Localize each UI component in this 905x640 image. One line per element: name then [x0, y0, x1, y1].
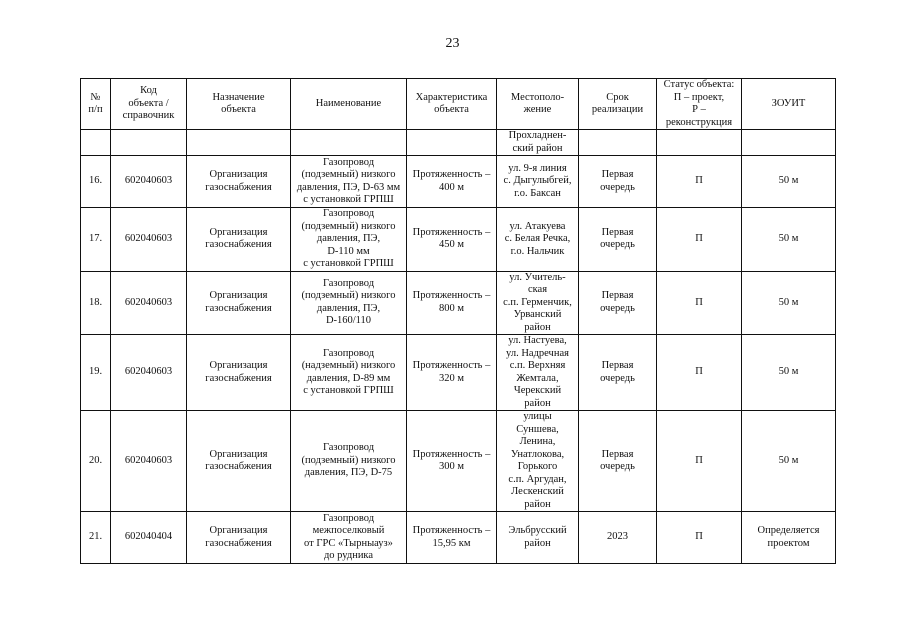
- cell-number: [81, 130, 111, 156]
- cell-location: ул. Учитель- ская с.п. Герменчик, Урванский район: [497, 271, 579, 335]
- cell-object-code: [111, 130, 187, 156]
- cell-status: [657, 130, 742, 156]
- table-row: [81, 208, 836, 272]
- cell-location: Эльбрусский район: [497, 512, 579, 564]
- cell-zouit: 50 м: [742, 411, 836, 512]
- header-name: Наименование: [291, 79, 407, 130]
- cell-location: ул. Атакуева с. Белая Речка, г.о. Нальчик: [497, 208, 579, 272]
- table-row: [81, 512, 836, 564]
- header-characteristic: Характеристика объекта: [407, 79, 497, 130]
- cell-purpose: Организация газоснабжения: [187, 271, 291, 335]
- cell-object-code: 602040603: [111, 271, 187, 335]
- cell-status: П: [657, 156, 742, 208]
- header-number: № п/п: [81, 79, 111, 130]
- cell-term: Первая очередь: [579, 271, 657, 335]
- cell-purpose: Организация газоснабжения: [187, 156, 291, 208]
- cell-zouit: 50 м: [742, 156, 836, 208]
- cell-name: Газопровод (подземный) низкого давления, ПЭ, D-75: [291, 411, 407, 512]
- cell-term: Первая очередь: [579, 411, 657, 512]
- header-purpose: Назначение объекта: [187, 79, 291, 130]
- cell-purpose: Организация газоснабжения: [187, 512, 291, 564]
- cell-number: 21.: [81, 512, 111, 564]
- table-row: [81, 411, 836, 512]
- cell-characteristic: Протяженность – 300 м: [407, 411, 497, 512]
- header-term: Срок реализации: [579, 79, 657, 130]
- table-header-row: [81, 79, 836, 130]
- cell-characteristic: Протяженность – 15,95 км: [407, 512, 497, 564]
- cell-characteristic: Протяженность – 450 м: [407, 208, 497, 272]
- cell-term: Первая очередь: [579, 156, 657, 208]
- header-zouit: ЗОУИТ: [742, 79, 836, 130]
- cell-characteristic: [407, 130, 497, 156]
- cell-object-code: 602040603: [111, 335, 187, 411]
- cell-name: Газопровод (подземный) низкого давления, ПЭ, D-160/110: [291, 271, 407, 335]
- continuation-row: [81, 130, 836, 156]
- table-row: [81, 156, 836, 208]
- cell-purpose: Организация газоснабжения: [187, 335, 291, 411]
- cell-term: 2023: [579, 512, 657, 564]
- cell-name: [291, 130, 407, 156]
- cell-number: 16.: [81, 156, 111, 208]
- table-row: [81, 271, 836, 335]
- cell-status: П: [657, 512, 742, 564]
- cell-status: П: [657, 208, 742, 272]
- table-row: [81, 335, 836, 411]
- cell-name: Газопровод (надземный) низкого давления, D-89 мм с установкой ГРПШ: [291, 335, 407, 411]
- cell-name: Газопровод (подземный) низкого давления, ПЭ, D-63 мм с установкой ГРПШ: [291, 156, 407, 208]
- cell-name: Газопровод (подземный) низкого давления, ПЭ, D-110 мм с установкой ГРПШ: [291, 208, 407, 272]
- cell-purpose: Организация газоснабжения: [187, 411, 291, 512]
- cell-number: 18.: [81, 271, 111, 335]
- cell-status: П: [657, 271, 742, 335]
- cell-object-code: 602040603: [111, 411, 187, 512]
- cell-term: [579, 130, 657, 156]
- cell-number: 19.: [81, 335, 111, 411]
- cell-number: 20.: [81, 411, 111, 512]
- page-number: 23: [445, 36, 460, 51]
- cell-characteristic: Протяженность – 400 м: [407, 156, 497, 208]
- cell-object-code: 602040404: [111, 512, 187, 564]
- header-object-code: Код объекта / справочник: [111, 79, 187, 130]
- header-location: Местополо- жение: [497, 79, 579, 130]
- cell-purpose: Организация газоснабжения: [187, 208, 291, 272]
- cell-number: 17.: [81, 208, 111, 272]
- objects-table: [80, 78, 836, 564]
- cell-characteristic: Протяженность – 320 м: [407, 335, 497, 411]
- cell-zouit: 50 м: [742, 335, 836, 411]
- header-status: Статус объекта: П – проект, Р – реконструкция: [657, 79, 742, 130]
- cell-zouit: 50 м: [742, 271, 836, 335]
- cell-location: ул. 9-я линия с. Дыгулыбгей, г.о. Баксан: [497, 156, 579, 208]
- cell-object-code: 602040603: [111, 156, 187, 208]
- cell-location: Прохладнен- ский район: [497, 130, 579, 156]
- cell-status: П: [657, 411, 742, 512]
- cell-purpose: [187, 130, 291, 156]
- cell-zouit: [742, 130, 836, 156]
- cell-name: Газопровод межпоселковый от ГРС «Тырныауз» до рудника: [291, 512, 407, 564]
- cell-zouit: 50 м: [742, 208, 836, 272]
- cell-term: Первая очередь: [579, 335, 657, 411]
- cell-characteristic: Протяженность – 800 м: [407, 271, 497, 335]
- cell-object-code: 602040603: [111, 208, 187, 272]
- cell-term: Первая очередь: [579, 208, 657, 272]
- cell-location: ул. Настуева, ул. Надречная с.п. Верхняя Жемтала, Черекский район: [497, 335, 579, 411]
- cell-status: П: [657, 335, 742, 411]
- cell-zouit: Определяется проектом: [742, 512, 836, 564]
- cell-location: улицы Суншева, Ленина, Унатлокова, Горького с.п. Аргудан, Лескенский район: [497, 411, 579, 512]
